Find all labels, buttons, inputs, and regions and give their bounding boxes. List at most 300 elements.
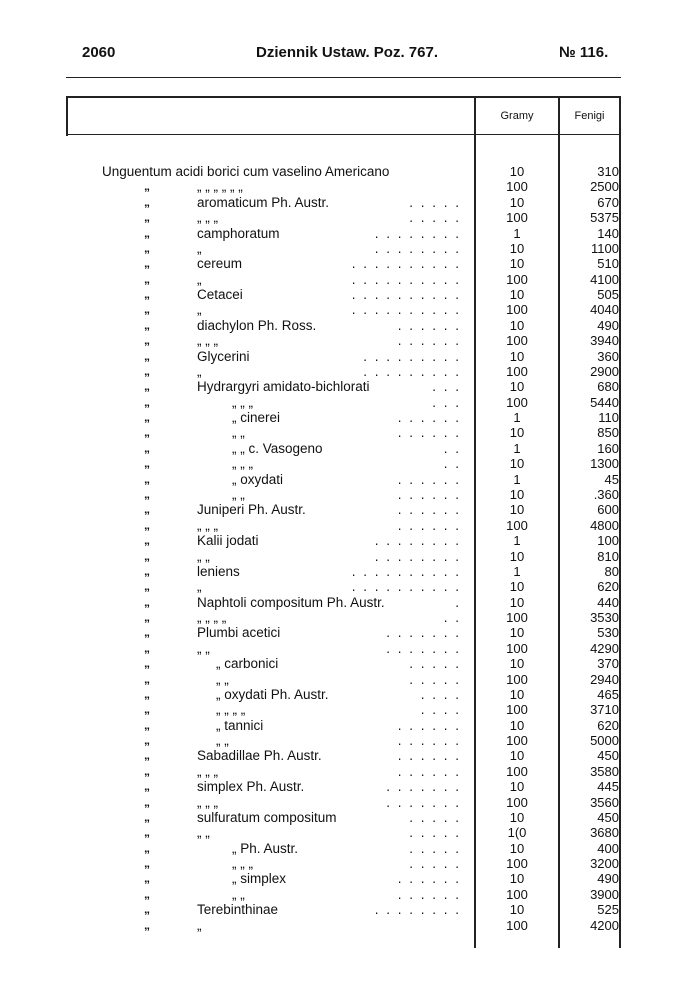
leader-dots: . . . . — [420, 686, 461, 702]
ditto-mark: „ — [144, 840, 150, 855]
table-row — [66, 610, 621, 625]
fenigi-cell: 3580 — [590, 763, 619, 779]
gramy-cell: 10 — [509, 902, 525, 918]
table-row — [66, 918, 621, 933]
gramy-cell: 100 — [506, 886, 528, 902]
table-row — [66, 518, 621, 533]
ditto-mark: „ — [144, 533, 150, 548]
leader-dots: . . . . . . — [397, 733, 461, 749]
fenigi-cell: 140 — [597, 225, 619, 241]
gramy-cell: 1 — [513, 440, 521, 456]
table-row — [66, 810, 621, 825]
fenigi-cell: 310 — [597, 164, 619, 179]
item-name: simplex Ph. Austr. — [197, 779, 305, 795]
item-name: „ „ „ — [197, 517, 218, 533]
item-name: „ „ „ — [232, 856, 253, 872]
gramy-cell: 10 — [509, 871, 525, 887]
fenigi-cell: 3900 — [590, 886, 619, 902]
ditto-mark: „ — [144, 656, 150, 671]
item-name: „ „ — [216, 671, 229, 687]
gramy-cell: 10 — [509, 456, 525, 472]
table-row — [66, 395, 621, 410]
gramy-cell: 10 — [509, 594, 525, 610]
leader-dots: . . . . . . . . . . — [351, 271, 461, 287]
fenigi-cell: 360 — [597, 348, 619, 364]
table-row — [66, 272, 621, 287]
gramy-cell: 10 — [509, 686, 525, 702]
table-row — [66, 287, 621, 302]
table-row — [66, 595, 621, 610]
gramy-cell: 100 — [506, 702, 528, 718]
leader-dots: . . . . — [420, 702, 461, 718]
gramy-cell: 1 — [513, 563, 521, 579]
gramy-cell: 10 — [509, 317, 525, 333]
fenigi-cell: 450 — [597, 809, 619, 825]
fenigi-cell: .360 — [593, 486, 619, 502]
leader-dots: . . . . . — [409, 840, 461, 856]
gramy-cell: 10 — [509, 194, 525, 210]
leader-dots: . . . . . . — [397, 317, 461, 333]
gramy-cell: 100 — [506, 333, 528, 349]
table-row — [66, 333, 621, 348]
fenigi-cell: 4200 — [590, 917, 619, 933]
table-row — [66, 179, 621, 194]
ditto-mark: „ — [144, 394, 150, 409]
leader-dots: . . . . . . — [397, 748, 461, 764]
ditto-mark: „ — [144, 317, 150, 332]
leader-dots: . . . . . — [409, 671, 461, 687]
item-name: Hydrargyri amidato-bichlorati — [197, 379, 370, 395]
table-row — [66, 302, 621, 317]
table-row — [66, 487, 621, 502]
column-header-fenigi: Fenigi — [574, 110, 605, 122]
ditto-mark: „ — [144, 794, 150, 809]
leader-dots: . . . . . — [409, 656, 461, 672]
gramy-cell: 100 — [506, 856, 528, 872]
fenigi-cell: 440 — [597, 594, 619, 610]
item-name: „ „ „ „ — [197, 610, 227, 626]
ditto-mark: „ — [144, 886, 150, 901]
item-name: „ — [197, 917, 202, 933]
table-row — [66, 210, 621, 225]
fenigi-cell: 450 — [597, 748, 619, 764]
table-row — [66, 318, 621, 333]
item-name: „ „ — [232, 886, 245, 902]
ditto-mark: „ — [144, 486, 150, 501]
item-name: „ carbonici — [216, 656, 279, 672]
leader-dots: . . . . . . . . . . — [351, 563, 461, 579]
gramy-cell: 100 — [506, 610, 528, 626]
header-rule — [66, 77, 621, 78]
gramy-cell: 10 — [509, 548, 525, 564]
table-row — [66, 825, 621, 840]
ditto-mark: „ — [144, 579, 150, 594]
item-name: „ „ „ — [197, 763, 218, 779]
table-row — [66, 856, 621, 871]
leader-dots: . . . . . . — [397, 471, 461, 487]
leader-dots: . . . . . . — [397, 871, 461, 887]
fenigi-cell: 490 — [597, 317, 619, 333]
fenigi-cell: 5000 — [590, 733, 619, 749]
fenigi-cell: 810 — [597, 548, 619, 564]
fenigi-cell: 110 — [598, 410, 619, 426]
ditto-mark: „ — [144, 717, 150, 732]
leader-dots: . . . . . — [409, 809, 461, 825]
issue-number: № 116. — [559, 44, 609, 61]
ditto-mark: „ — [144, 748, 150, 763]
table-row — [66, 441, 621, 456]
item-name: diachylon Ph. Ross. — [197, 317, 317, 333]
item-name: „ „ „ — [232, 456, 253, 472]
fenigi-cell: 620 — [597, 579, 619, 595]
leader-dots: . . . . . . . . . . — [351, 256, 461, 272]
leader-dots: . . . . . . . — [386, 640, 461, 656]
fenigi-cell: 445 — [597, 779, 619, 795]
leader-dots: . . . . . . . . — [374, 533, 461, 549]
leader-dots: . . . . . . . . — [374, 902, 461, 918]
fenigi-cell: 80 — [604, 563, 619, 579]
ditto-mark: „ — [144, 240, 150, 255]
gramy-cell: 10 — [509, 717, 525, 733]
item-name: Kalii jodati — [197, 533, 259, 549]
gramy-cell: 100 — [506, 271, 528, 287]
gramy-cell: 10 — [509, 240, 525, 256]
fenigi-cell: 3560 — [590, 794, 619, 810]
table-row — [66, 349, 621, 364]
gramy-cell: 10 — [509, 287, 525, 303]
gramy-cell: 10 — [509, 348, 525, 364]
fenigi-cell: 400 — [597, 840, 619, 856]
fenigi-cell: 370 — [597, 656, 619, 672]
leader-dots: . . . . . . . . . . — [351, 579, 461, 595]
item-name: „ — [197, 579, 202, 595]
fenigi-cell: 4800 — [590, 517, 619, 533]
fenigi-cell: 4100 — [590, 271, 619, 287]
item-name: Unguentum acidi borici cum vaselino Americano — [102, 164, 390, 179]
table-row — [66, 425, 621, 440]
ditto-mark: „ — [144, 502, 150, 517]
leader-dots: . . . . . . — [397, 886, 461, 902]
leader-dots: . . . . . — [409, 210, 461, 226]
ditto-mark: „ — [144, 809, 150, 824]
item-name: „ „ „ — [197, 333, 218, 349]
table-row — [66, 764, 621, 779]
table-row — [66, 256, 621, 271]
item-name: camphoratum — [197, 225, 280, 241]
fenigi-cell: 600 — [597, 502, 619, 518]
ditto-mark: „ — [144, 179, 150, 194]
item-name: „ „ „ „ „ „ — [197, 179, 243, 195]
ditto-mark: „ — [144, 686, 150, 701]
gramy-cell: 1 — [513, 225, 521, 241]
gramy-cell: 10 — [509, 840, 525, 856]
item-name: aromaticum Ph. Austr. — [197, 194, 330, 210]
gramy-cell: 100 — [506, 210, 528, 226]
gramy-cell: 10 — [509, 748, 525, 764]
leader-dots: . . . . . . . . . — [363, 363, 461, 379]
gramy-cell: 1 — [513, 533, 521, 549]
table-row — [66, 625, 621, 640]
table-row — [66, 687, 621, 702]
fenigi-cell: 530 — [597, 625, 619, 641]
ditto-mark: „ — [144, 410, 150, 425]
fenigi-cell: 2500 — [590, 179, 619, 195]
fenigi-cell: 5440 — [590, 394, 619, 410]
ditto-mark: „ — [144, 640, 150, 655]
fenigi-cell: 3530 — [590, 610, 619, 626]
leader-dots: . . . . . . . . . . — [351, 302, 461, 318]
item-name: „ oxydati — [232, 471, 284, 487]
item-name: „ „ — [197, 548, 210, 564]
fenigi-cell: 850 — [597, 425, 619, 441]
item-name: „ „ — [232, 425, 245, 441]
table-row — [66, 795, 621, 810]
ditto-mark: „ — [144, 733, 150, 748]
fenigi-cell: 2940 — [590, 671, 619, 687]
table-row — [66, 579, 621, 594]
gramy-cell: 10 — [509, 579, 525, 595]
item-name: Plumbi acetici — [197, 625, 281, 641]
gramy-cell: 1(0 — [507, 825, 527, 841]
page-number: 2060 — [82, 44, 116, 61]
leader-dots: . . . . . — [409, 856, 461, 872]
table-row — [66, 733, 621, 748]
gramy-cell: 100 — [506, 733, 528, 749]
ditto-mark: „ — [144, 548, 150, 563]
item-name: „ — [197, 240, 202, 256]
item-name: sulfuratum compositum — [197, 809, 337, 825]
fenigi-cell: 100 — [597, 533, 619, 549]
fenigi-cell: 3710 — [590, 702, 619, 718]
gramy-cell: 10 — [509, 779, 525, 795]
ditto-mark: „ — [144, 871, 150, 886]
item-name: „ „ — [197, 640, 210, 656]
leader-dots: . . . . . . . — [386, 779, 461, 795]
leader-dots: . . — [443, 440, 461, 456]
leader-dots: . . . . . . — [397, 517, 461, 533]
table-row — [66, 779, 621, 794]
gramy-cell: 100 — [506, 763, 528, 779]
gramy-cell: 10 — [509, 379, 525, 395]
item-name: „ cinerei — [232, 410, 281, 426]
fenigi-cell: 670 — [597, 194, 619, 210]
item-name: cereum — [197, 256, 243, 272]
leader-dots: . . . — [432, 394, 461, 410]
ditto-mark: „ — [144, 763, 150, 778]
leader-dots: . — [455, 594, 461, 610]
gramy-cell: 100 — [506, 302, 528, 318]
ditto-mark: „ — [144, 225, 150, 240]
item-name: „ „ c. Vasogeno — [232, 440, 323, 456]
table-row — [66, 902, 621, 917]
table-row — [66, 656, 621, 671]
table-row — [66, 641, 621, 656]
leader-dots: . . . . . — [409, 825, 461, 841]
fenigi-cell: 525 — [597, 902, 619, 918]
leader-dots: . . — [443, 610, 461, 626]
gramy-cell: 100 — [506, 394, 528, 410]
gramy-cell: 100 — [506, 363, 528, 379]
leader-dots: . . . . . . . . . — [363, 348, 461, 364]
item-name: Glycerini — [197, 348, 250, 364]
gramy-cell: 10 — [509, 486, 525, 502]
table-row — [66, 549, 621, 564]
page-header — [0, 44, 689, 66]
fenigi-cell: 4040 — [590, 302, 619, 318]
ditto-mark: „ — [144, 425, 150, 440]
item-name: Sabadillae Ph. Austr. — [197, 748, 322, 764]
fenigi-cell: 1300 — [590, 456, 619, 472]
leader-dots: . . . — [432, 379, 461, 395]
ditto-mark: „ — [144, 271, 150, 286]
journal-title: Dziennik Ustaw. Poz. 767. — [256, 44, 438, 61]
item-name: „ oxydati Ph. Austr. — [216, 686, 329, 702]
leader-dots: . . . . . . — [397, 486, 461, 502]
leader-dots: . . . . . . — [397, 763, 461, 779]
fenigi-cell: 680 — [597, 379, 619, 395]
table-row — [66, 887, 621, 902]
leader-dots: . . . . . . — [397, 333, 461, 349]
gramy-cell: 100 — [506, 794, 528, 810]
gramy-cell: 1 — [513, 410, 521, 426]
fenigi-cell: 5375 — [590, 210, 619, 226]
item-name: „ „ „ „ — [216, 702, 246, 718]
table-row — [66, 472, 621, 487]
gramy-cell: 100 — [506, 517, 528, 533]
table-top-rule — [66, 96, 621, 98]
table-row — [66, 702, 621, 717]
ditto-mark: „ — [144, 302, 150, 317]
table-row — [66, 672, 621, 687]
table-left-border — [66, 96, 68, 136]
fenigi-cell: 1100 — [591, 240, 619, 256]
leader-dots: . . . . . — [409, 194, 461, 210]
ditto-mark: „ — [144, 625, 150, 640]
ditto-mark: „ — [144, 517, 150, 532]
table-row — [66, 564, 621, 579]
ditto-mark: „ — [144, 610, 150, 625]
table-row — [66, 195, 621, 210]
fenigi-cell: 3200 — [590, 856, 619, 872]
item-name: „ „ „ — [232, 394, 253, 410]
item-name: Cetacei — [197, 287, 243, 303]
fenigi-cell: 3940 — [590, 333, 619, 349]
column-header-gramy: Gramy — [500, 110, 534, 122]
item-name: „ — [197, 302, 202, 318]
item-name: leniens — [197, 563, 240, 579]
item-name: Juniperi Ph. Austr. — [197, 502, 306, 518]
ditto-mark: „ — [144, 210, 150, 225]
ditto-mark: „ — [144, 702, 150, 717]
item-name: „ „ „ — [197, 210, 218, 226]
fenigi-cell: 490 — [597, 871, 619, 887]
price-table — [66, 96, 621, 948]
table-row — [66, 364, 621, 379]
table-row — [66, 241, 621, 256]
table-header-rule — [66, 134, 621, 135]
item-name: Naphtoli compositum Ph. Austr. — [197, 594, 385, 610]
ditto-mark: „ — [144, 594, 150, 609]
ditto-mark: „ — [144, 379, 150, 394]
ditto-mark: „ — [144, 363, 150, 378]
gramy-cell: 10 — [509, 625, 525, 641]
leader-dots: . . . . . . — [397, 410, 461, 426]
gramy-cell: 10 — [509, 425, 525, 441]
fenigi-cell: 505 — [597, 287, 619, 303]
leader-dots: . . . . . . . — [386, 625, 461, 641]
leader-dots: . . . . . . — [397, 502, 461, 518]
leader-dots: . . — [443, 456, 461, 472]
table-row — [66, 871, 621, 886]
ditto-mark: „ — [144, 440, 150, 455]
fenigi-cell: 510 — [597, 256, 619, 272]
table-row — [66, 502, 621, 517]
ditto-mark: „ — [144, 917, 150, 932]
gramy-cell: 100 — [506, 671, 528, 687]
gramy-cell: 100 — [506, 640, 528, 656]
item-name: „ „ — [216, 733, 229, 749]
leader-dots: . . . . . . . . — [374, 225, 461, 241]
ditto-mark: „ — [144, 563, 150, 578]
leader-dots: . . . . . . . . — [374, 548, 461, 564]
ditto-mark: „ — [144, 456, 150, 471]
table-row — [66, 456, 621, 471]
leader-dots: . . . . . . . . . . — [351, 287, 461, 303]
ditto-mark: „ — [144, 287, 150, 302]
table-row — [66, 841, 621, 856]
fenigi-cell: 2900 — [590, 363, 619, 379]
fenigi-cell: 160 — [597, 440, 619, 456]
ditto-mark: „ — [144, 825, 150, 840]
ditto-mark: „ — [144, 333, 150, 348]
fenigi-cell: 3680 — [590, 825, 619, 841]
gramy-cell: 100 — [506, 179, 528, 195]
item-name: „ — [197, 271, 202, 287]
gramy-cell: 10 — [509, 656, 525, 672]
table-row — [66, 379, 621, 394]
ditto-mark: „ — [144, 671, 150, 686]
fenigi-cell: 465 — [597, 686, 619, 702]
ditto-mark: „ — [144, 471, 150, 486]
gramy-cell: 10 — [509, 809, 525, 825]
leader-dots: . . . . . . . — [386, 794, 461, 810]
fenigi-cell: 45 — [604, 471, 619, 487]
table-row — [66, 226, 621, 241]
leader-dots: . . . . . . — [397, 425, 461, 441]
fenigi-cell: 620 — [597, 717, 619, 733]
item-name: „ — [197, 363, 202, 379]
item-name: „ „ „ — [197, 794, 218, 810]
gramy-cell: 10 — [509, 164, 525, 179]
gramy-cell: 10 — [509, 502, 525, 518]
ditto-mark: „ — [144, 194, 150, 209]
ditto-mark: „ — [144, 348, 150, 363]
item-name: „ tannici — [216, 717, 264, 733]
ditto-mark: „ — [144, 856, 150, 871]
gramy-cell: 100 — [506, 917, 528, 933]
ditto-mark: „ — [144, 256, 150, 271]
ditto-mark: „ — [144, 902, 150, 917]
table-row — [66, 410, 621, 425]
item-name: „ „ — [232, 486, 245, 502]
leader-dots: . . . . . . . . — [374, 240, 461, 256]
item-name: Terebinthinae — [197, 902, 279, 918]
item-name: „ simplex — [232, 871, 287, 887]
ditto-mark: „ — [144, 779, 150, 794]
gramy-cell: 1 — [513, 471, 521, 487]
table-row — [66, 748, 621, 763]
table-row — [66, 533, 621, 548]
